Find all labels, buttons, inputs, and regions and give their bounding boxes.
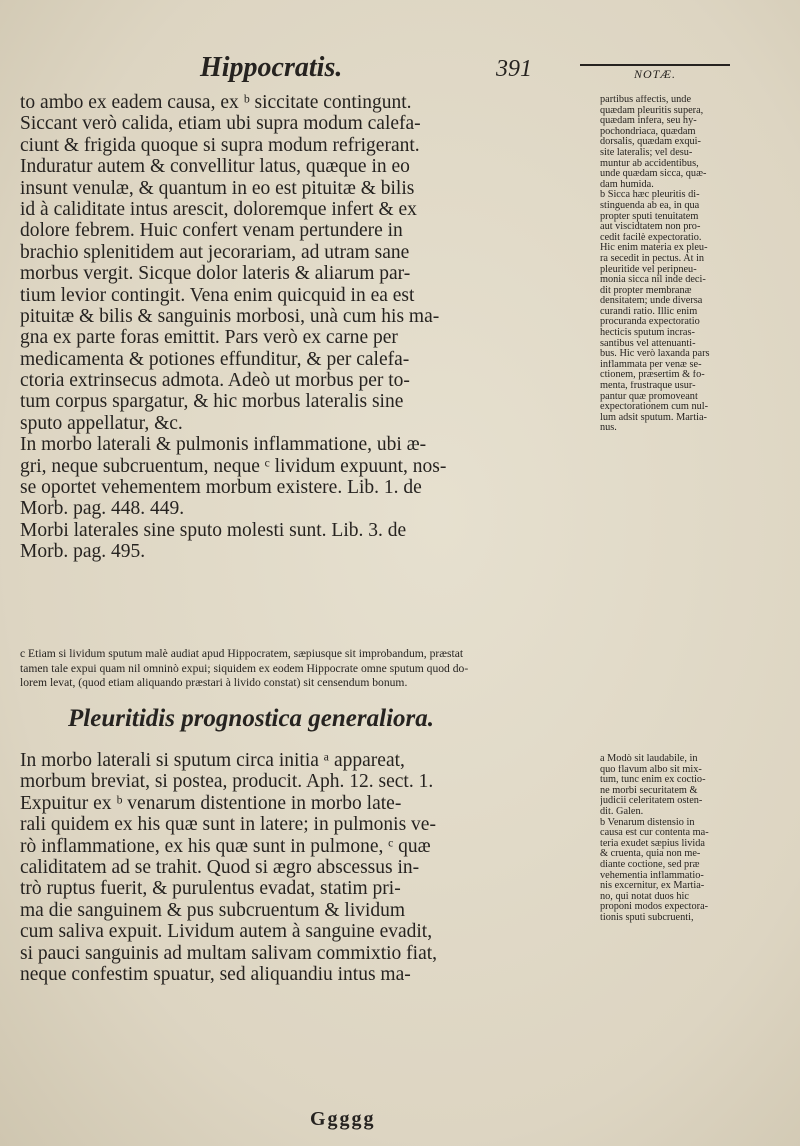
note-line: densitatem; unde diversa xyxy=(600,296,703,307)
signature-mark: Ggggg xyxy=(310,1108,376,1130)
note-line: stinguenda ab ea, in qua xyxy=(600,200,700,211)
text-line: trò ruptus fuerit, & purulentus evadat, statim pri- xyxy=(20,878,401,900)
text-line: dolore febrem. Huic confert venam pertundere in xyxy=(20,220,403,242)
note-line: no, qui notat duos hic xyxy=(600,891,689,902)
footnote-line: c Etiam si lividum sputum malè audiat apud Hippocratem, sæpiusque sit improbandum, præstat xyxy=(20,647,464,660)
note-line: ctionem, præsertim & fo- xyxy=(600,370,705,381)
note-line: tionis sputi subcruenti, xyxy=(600,912,694,923)
note-line: lum adsit sputum. Martia- xyxy=(600,412,707,423)
text-line: In morbo laterali & pulmonis inflammatione, ubi æ- xyxy=(20,434,427,456)
text-line: caliditatem ad se trahit. Quod si ægro abscessus in- xyxy=(20,856,420,878)
text-line: insunt venulæ, & quantum in eo est pituitæ & bilis xyxy=(20,177,415,199)
text-line: to ambo ex eadem causa, ex ᵇ siccitate contingunt. xyxy=(20,92,412,113)
text-line: si pauci sanguinis ad multam salivam commixtio fiat, xyxy=(20,942,438,964)
text-line: ma die sanguinem & pus subcruentum & lividum xyxy=(20,899,406,921)
note-line: causa est cur contenta ma- xyxy=(600,828,709,839)
page-header xyxy=(0,52,800,88)
note-line: b Sicca hæc pleuritis di- xyxy=(600,190,700,201)
text-line: tum corpus spargatur, & hic morbus lateralis sine xyxy=(20,391,404,413)
note-line: quædam pleuritis supera, xyxy=(600,105,704,116)
upper-main-text xyxy=(20,92,602,563)
footnote-line: lorem levat, (quod etiam aliquando præstari à livido constat) sit censendum bonum. xyxy=(20,676,408,689)
footnote-line: tamen tale expui quam nil omninò expui; siquidem ex eodem Hippocrate omne sputum quod do- xyxy=(20,661,469,675)
note-line: nus. xyxy=(600,423,617,434)
upper-side-notes xyxy=(600,95,798,434)
note-line: quædam infera, seu hy- xyxy=(600,116,697,127)
note-line: judicii celeritatem osten- xyxy=(600,796,703,807)
note-line: inflammata per venæ se- xyxy=(600,359,702,370)
notae-heading: NOTÆ. xyxy=(580,64,730,82)
note-line: muntur ab accidentibus, xyxy=(600,158,699,169)
note-line: hecticis sputum incras- xyxy=(600,328,695,339)
text-line: brachio splenitidem aut jecorariam, ad utram sane xyxy=(20,241,410,263)
text-line: sputo appellatur, &c. xyxy=(20,412,183,434)
text-line: Morbi laterales sine sputo molesti sunt. Lib. 3. de xyxy=(20,519,407,541)
note-line: bus. Hic verò laxanda pars xyxy=(600,349,710,360)
note-line: santibus vel attenuanti- xyxy=(600,338,696,349)
running-head: Hippocratis. xyxy=(200,52,343,83)
note-line: b Venarum distensio in xyxy=(600,817,695,828)
note-line: site lateralis; vel desu- xyxy=(600,147,693,158)
text-line: Expuitur ex ᵇ venarum distentione in morbo late- xyxy=(20,792,402,814)
text-line: gri, neque subcruentum, neque ᶜ lividum expuunt, nos- xyxy=(20,455,447,477)
text-line: gna ex parte foras emittit. Pars verò ex carne per xyxy=(20,327,398,349)
text-line: Siccant verò calida, etiam ubi supra modum calefa- xyxy=(20,113,421,135)
text-line: se oportet vehementem morbum existere. Lib. 1. de xyxy=(20,477,422,499)
text-line: In morbo laterali si sputum circa initia ᵃ appareat, xyxy=(20,750,405,771)
note-line: vehementia inflammatio- xyxy=(600,870,704,881)
note-line: quo flavum albo sit mix- xyxy=(600,764,702,775)
note-line: nis excernitur, ex Martia- xyxy=(600,881,705,892)
text-line: pituitæ & bilis & sanguinis morbosi, unà cum his ma- xyxy=(20,305,440,327)
note-line: ra secedit in pectus. At in xyxy=(600,253,705,264)
note-line: propter sputi tenuitatem xyxy=(600,211,699,222)
note-line: dit propter membranæ xyxy=(600,285,692,296)
text-line: Morb. pag. 495. xyxy=(20,541,146,563)
note-line: tum, tunc enim ex coctio- xyxy=(600,775,706,786)
note-line: ne morbi securitatem & xyxy=(600,785,698,796)
text-line: Induratur autem & convellitur latus, quæque in eo xyxy=(20,156,410,178)
text-line: Morb. pag. 448. 449. xyxy=(20,498,185,520)
note-line: curandi ratio. Illic enim xyxy=(600,306,698,317)
page-number: 391 xyxy=(496,56,532,82)
note-line: procuranda expectoratio xyxy=(600,317,700,328)
note-line: Hic enim materia ex pleu- xyxy=(600,243,708,254)
note-line: teria exudet sæpius livida xyxy=(600,838,705,849)
note-line: dorsalis, quædam exqui- xyxy=(600,137,701,148)
note-line: monia sicca nil inde deci- xyxy=(600,275,706,286)
note-line: expectorationem cum nul- xyxy=(600,402,709,413)
text-line: ctoria extrinsecus admota. Adeò ut morbus per to- xyxy=(20,370,410,392)
text-line: medicamenta & potiones effunditur, & per calefa- xyxy=(20,348,410,370)
note-line: aut viscidtatem non pro- xyxy=(600,222,701,233)
note-line: diante coctione, sed præ xyxy=(600,859,700,870)
note-line: unde quædam sicca, quæ- xyxy=(600,169,707,180)
text-line: tium levior contingit. Vena enim quicquid in ea est xyxy=(20,284,415,306)
lower-side-notes xyxy=(600,754,798,924)
text-line: cum saliva expuit. Lividum autem à sanguine evadit, xyxy=(20,921,433,943)
text-line: morbum breviat, si postea, producit. Aph. 12. sect. 1. xyxy=(20,771,434,793)
note-line: dam humida. xyxy=(600,179,654,190)
text-line: id à caliditate intus arescit, doloremque infert & ex xyxy=(20,198,417,220)
note-line: pleuritide vel peripneu- xyxy=(600,264,697,275)
text-line: neque confestim spuatur, sed aliquandiu intus ma- xyxy=(20,963,411,985)
note-line: & cruenta, quia non me- xyxy=(600,849,701,860)
note-line: dit. Galen. xyxy=(600,806,644,817)
section-title: Pleuritidis prognostica generaliora. xyxy=(68,705,435,732)
lower-main-text xyxy=(20,750,602,985)
text-line: rò inflammatione, ex his quæ sunt in pulmone, ᶜ quæ xyxy=(20,835,431,857)
note-line: pantur quæ promoveant xyxy=(600,391,698,402)
note-line: a Modò sit laudabile, in xyxy=(600,754,698,764)
note-line: menta, frustraque usur- xyxy=(600,381,696,392)
note-line: pochondriaca, quædam xyxy=(600,126,696,137)
text-line: morbus vergit. Sicque dolor lateris & aliarum par- xyxy=(20,263,411,285)
note-line: cedit facilè expectoratio. xyxy=(600,232,702,243)
note-line: partibus affectis, unde xyxy=(600,95,692,105)
text-line: ciunt & frigida quoque si supra modum refrigerant. xyxy=(20,134,420,156)
text-line: rali quidem ex his quæ sunt in latere; in pulmonis ve- xyxy=(20,814,436,836)
note-line: proponi modos expectora- xyxy=(600,902,709,913)
footnote-c xyxy=(20,647,790,691)
